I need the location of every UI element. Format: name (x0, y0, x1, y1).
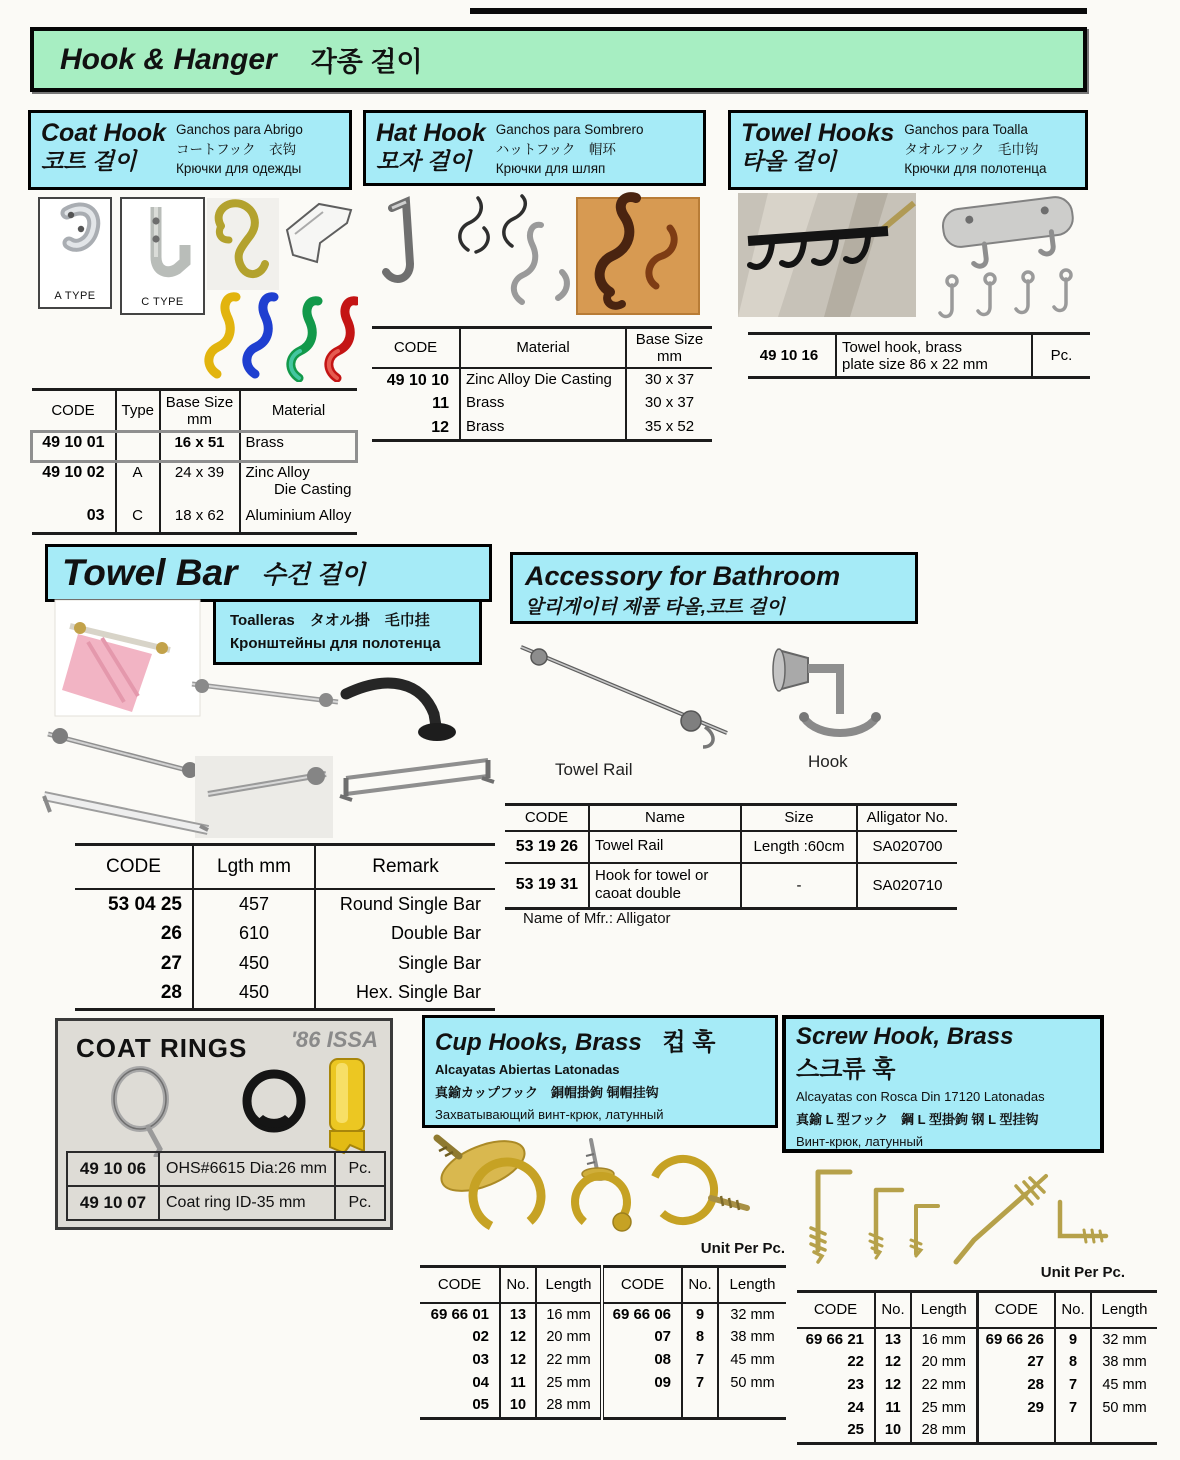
cell-description: OHS#6615 Dia:26 mm (159, 1152, 335, 1186)
cup-hooks-table (420, 1265, 786, 1420)
scan-edge-artifact (470, 8, 1087, 14)
col-name: Name (589, 805, 741, 831)
col-code: CODE (372, 328, 460, 368)
description-line2: plate size 86 x 22 mm (842, 355, 988, 373)
table-row (797, 1328, 1157, 1352)
material-line2: Die Casting (273, 481, 352, 498)
chrome-bar-small-image (192, 679, 338, 707)
hat-hook-header (363, 110, 706, 186)
page-title-en: Hook & Hanger (60, 42, 277, 76)
cell-no: 10 (875, 1419, 911, 1443)
black-grab-bar-image (346, 683, 456, 741)
table-row (75, 978, 495, 1009)
cell-length: 610 (193, 919, 315, 949)
cell-alligator-no: SA020700 (857, 831, 957, 863)
cell-no: 12 (500, 1326, 536, 1349)
col-no-2: No. (1055, 1292, 1091, 1328)
col-length: Length (911, 1292, 977, 1328)
cell-length: 28 mm (536, 1394, 602, 1418)
table-row (505, 863, 957, 909)
cell-code: 49 10 06 (67, 1152, 159, 1186)
coat-hook-a-type-photo (38, 197, 112, 309)
cell-name: Towel Rail (589, 831, 741, 863)
table-row (420, 1349, 786, 1372)
cell-code: 26 (160, 923, 182, 945)
col-material: Material (460, 328, 626, 368)
screw-hook-medium-image (870, 1190, 902, 1258)
cup-hooks-title-kr: 컵 훅 (662, 1029, 716, 1056)
coat-hook-title-kr: 코트 걸이 (41, 147, 137, 174)
cell-code: 04 (472, 1373, 489, 1391)
cell-code: 49 10 02 (42, 464, 105, 481)
coat-ring-yellow-image (330, 1059, 364, 1153)
towel-rail-image (505, 635, 745, 760)
cell-code: 27 (160, 952, 182, 974)
cell-empty (718, 1394, 786, 1418)
cell-code: 12 (431, 418, 449, 436)
cell-name: Hook for towel or caoat double (589, 863, 741, 909)
cell-no: 11 (875, 1397, 911, 1420)
cell-code: 02 (472, 1328, 489, 1346)
coat-hook-table-header-row (32, 390, 357, 432)
cell-no: 11 (500, 1372, 536, 1395)
coat-hook-titles (41, 119, 166, 183)
towel-bar-sub-es-jp-cn: Toalleras タオル掛 毛巾挂 (230, 612, 430, 629)
page-title-kr: 각종 걸이 (310, 47, 423, 77)
cell-length: 50 mm (718, 1372, 786, 1395)
cell-size: 30 x 37 (626, 368, 712, 393)
screw-hook-title-kr: 스크류 훅 (796, 1056, 896, 1083)
cell-code: 03 (472, 1350, 489, 1368)
col-base-size-l2: mm (187, 410, 212, 428)
towel-hooks-images (738, 193, 1090, 325)
screw-hook-horizontal-image (1060, 1202, 1106, 1242)
table-row (75, 949, 495, 979)
col-no-2: No. (682, 1267, 718, 1303)
cell-empty (1055, 1419, 1091, 1443)
cell-no: 13 (875, 1328, 911, 1352)
screw-hook-sub-ru: Винт-крюк, латунный (796, 1134, 924, 1149)
hat-hook-title-kr: 모자 걸이 (376, 147, 472, 174)
cell-empty (602, 1394, 682, 1418)
cup-hooks-unit-note: Unit Per Pc. (700, 1240, 785, 1257)
cell-no: 10 (500, 1394, 536, 1418)
chrome-bar-long-image (48, 728, 202, 778)
table-row (32, 506, 357, 534)
towel-hooks-titles (741, 119, 894, 183)
cell-size: - (741, 863, 857, 909)
cell-code: 27 (977, 1351, 1055, 1374)
cup-hooks-sub-jp-cn: 真鍮カップフック 銅帽掛鉤 铜帽挂钩 (435, 1084, 659, 1100)
bathroom-hook-image (768, 638, 898, 750)
cell-size: 30 x 37 (626, 392, 712, 416)
bar-bracket-photo (195, 756, 333, 838)
cell-type (116, 432, 160, 462)
screw-hooks-image (788, 1158, 1110, 1276)
table-row (505, 831, 957, 863)
col-remark: Remark (315, 845, 495, 889)
cell-length: 450 (193, 978, 315, 1009)
colored-hooks-image (209, 297, 356, 378)
cell-remark: Single Bar (315, 949, 495, 979)
white-bar-image (44, 796, 208, 830)
cell-code: 07 (602, 1326, 682, 1349)
cup-hooks-table-header-row (420, 1267, 786, 1303)
cell-code: 03 (86, 506, 105, 524)
table-row (797, 1397, 1157, 1420)
cell-code: 28 (160, 982, 182, 1004)
col-size: Size (741, 805, 857, 831)
coat-hook-c-type-photo (120, 197, 205, 315)
cup-hooks-image (425, 1132, 755, 1244)
cup-hooks-title-en: Cup Hooks, Brass (435, 1029, 642, 1056)
cell-code: 53 19 31 (505, 863, 589, 909)
cell-length: 25 mm (536, 1372, 602, 1395)
cell-code: 08 (602, 1349, 682, 1372)
cell-empty (1091, 1419, 1157, 1443)
cell-length: 38 mm (718, 1326, 786, 1349)
screw-hook-table-header-row (797, 1292, 1157, 1328)
col-code: CODE (505, 805, 589, 831)
screw-hook-table (797, 1290, 1157, 1445)
coat-rings-box (55, 1018, 393, 1230)
cell-description: Coat ring ID-35 mm (159, 1186, 335, 1220)
cell-length: 45 mm (718, 1349, 786, 1372)
cell-length: 50 mm (1091, 1397, 1157, 1420)
cell-material: Zinc Alloy Die Casting (460, 368, 626, 393)
table-row (797, 1374, 1157, 1397)
cell-no: 7 (682, 1349, 718, 1372)
page-title (30, 27, 1087, 92)
coat-hook-sub-ru: Крючки для одежды (176, 161, 302, 177)
table-row (67, 1186, 385, 1220)
cell-remark: Hex. Single Bar (315, 978, 495, 1009)
table-row (75, 919, 495, 949)
towel-hooks-sub-es: Ganchos para Toalla (904, 122, 1028, 137)
description-line1: Towel hook, brass (842, 338, 963, 356)
cup-hook-ball-image (564, 1140, 637, 1239)
col-length: Lgth mm (193, 845, 315, 889)
coat-rings-table (66, 1151, 386, 1221)
towel-rail-label: Towel Rail (555, 760, 633, 779)
towel-hooks-subtitles (894, 119, 1077, 183)
col-alligator-no: Alligator No. (857, 805, 957, 831)
cell-code: 49 10 07 (67, 1186, 159, 1220)
coat-hook-table (30, 388, 358, 535)
coat-hook-title-en: Coat Hook (41, 119, 166, 147)
cell-code: 69 66 26 (977, 1328, 1055, 1352)
col-code: CODE (32, 390, 116, 432)
table-row (372, 392, 712, 416)
towel-hooks-header (728, 110, 1088, 190)
table-row (797, 1351, 1157, 1374)
col-code: CODE (420, 1267, 500, 1303)
col-length-2: Length (718, 1267, 786, 1303)
bathroom-header (510, 552, 918, 624)
coat-ring-black-image (247, 1074, 301, 1128)
hat-hook-wire-image (460, 196, 525, 252)
table-row (420, 1303, 786, 1327)
cell-no: 12 (875, 1351, 911, 1374)
cell-code: 23 (847, 1375, 864, 1393)
col-no: No. (500, 1267, 536, 1303)
screw-hook-large-image (811, 1172, 850, 1262)
cell-code: 49 10 01 (32, 432, 116, 462)
table-row (420, 1394, 786, 1418)
cell-no: 13 (500, 1303, 536, 1327)
col-base-size-l1: Base Size (635, 330, 704, 348)
cell-code: 69 66 21 (805, 1330, 864, 1348)
hat-hook-sub-jp-cn: ハットフック 帽环 (495, 141, 616, 157)
cell-unit: Pc. (335, 1186, 385, 1220)
col-code-2: CODE (977, 1292, 1055, 1328)
cell-length: 32 mm (1091, 1328, 1157, 1352)
cell-no: 7 (682, 1372, 718, 1395)
double-bar-rack-image (340, 760, 494, 800)
hat-hook-photo-bg (577, 198, 699, 314)
cup-hooks-sub-ru: Захватывающий винт-крюк, латунный (435, 1107, 664, 1122)
towel-bar-images (40, 598, 495, 841)
cell-length: 45 mm (1091, 1374, 1157, 1397)
cell-size: 16 x 51 (160, 432, 240, 462)
table-row (748, 334, 1090, 378)
table-row (420, 1372, 786, 1395)
cup-hooks-header (422, 1015, 778, 1128)
cell-code: 49 10 16 (759, 347, 819, 364)
cell-length: 20 mm (911, 1351, 977, 1374)
cell-no: 9 (682, 1303, 718, 1327)
cell-length: 20 mm (536, 1326, 602, 1349)
towel-hooks-title-kr: 타올 걸이 (741, 147, 837, 174)
cell-no: 7 (1055, 1397, 1091, 1420)
cell-length: 32 mm (718, 1303, 786, 1327)
screw-hook-sub-jp-cn: 真鍮 L 型フック 鋼 L 型掛鉤 钢 L 型挂钩 (796, 1111, 1039, 1127)
hat-hook-sub-es: Ganchos para Sombrero (495, 122, 644, 137)
towel-hooks-sub-ru: Крючки для полотенца (904, 161, 1047, 177)
cell-material: Brass (460, 392, 626, 416)
screw-hook-title-en: Screw Hook, Brass (796, 1023, 1014, 1050)
bathroom-table (505, 803, 957, 910)
cell-remark: Double Bar (315, 919, 495, 949)
table-row (420, 1326, 786, 1349)
coat-hook-subtitles (166, 119, 341, 183)
cell-unit: Pc. (335, 1152, 385, 1186)
cell-length: 25 mm (911, 1397, 977, 1420)
cup-hooks-sub-es: Alcayatas Abiertas Latonadas (435, 1062, 620, 1077)
towel-hook-rack-photo (738, 193, 916, 317)
coat-hook-header (28, 110, 352, 190)
table-row (75, 889, 495, 920)
screw-hook-unit-note: Unit Per Pc. (1040, 1264, 1125, 1281)
cell-type: C (116, 506, 160, 534)
cell-material: Brass (240, 432, 357, 462)
cell-length: 22 mm (911, 1374, 977, 1397)
cell-material: Brass (460, 416, 626, 441)
cell-no: 12 (875, 1374, 911, 1397)
col-code-2: CODE (602, 1267, 682, 1303)
cup-hook-screw-image (642, 1149, 747, 1231)
cell-code: 11 (432, 395, 449, 413)
cell-empty (682, 1394, 718, 1418)
col-type: Type (116, 390, 160, 432)
col-base-size (160, 390, 240, 432)
table-row-highlighted (32, 432, 357, 462)
towel-hooks-sub-jp-cn: タオルフック 毛巾钩 (904, 141, 1039, 157)
col-length-2: Length (1091, 1292, 1157, 1328)
cell-length: 28 mm (911, 1419, 977, 1443)
hat-hook-title-en: Hat Hook (376, 119, 486, 147)
col-material: Material (240, 390, 357, 432)
cell-unit: Pc. (1032, 334, 1090, 378)
cell-length: 16 mm (911, 1328, 977, 1352)
cell-size: 18 x 62 (160, 506, 240, 534)
cell-code: 09 (602, 1372, 682, 1395)
towel-bar-table-header-row (75, 845, 495, 889)
hat-hooks-image (372, 190, 707, 322)
col-no: No. (875, 1292, 911, 1328)
table-row (797, 1419, 1157, 1443)
cell-code: 29 (977, 1397, 1055, 1420)
table-row (372, 368, 712, 393)
material-line1: Zinc Alloy (245, 464, 310, 481)
cell-length: 16 mm (536, 1303, 602, 1327)
cell-no: 12 (500, 1349, 536, 1372)
cell-empty (977, 1419, 1055, 1443)
cell-length: 450 (193, 949, 315, 979)
cell-no: 8 (682, 1326, 718, 1349)
cell-code: 53 04 25 (108, 893, 182, 915)
cell-no: 8 (1055, 1351, 1091, 1374)
coat-ring-sketch-image (114, 1069, 166, 1156)
a-type-label: A TYPE (54, 290, 96, 302)
bathroom-hook-label: Hook (808, 752, 848, 771)
cell-code: 05 (472, 1396, 489, 1414)
towel-hooks-title-en: Towel Hooks (741, 119, 895, 147)
towel-bar-sub-ru: Кронштейны для полотенца (230, 634, 441, 652)
issa-edition-label: '86 ISSA (290, 1027, 378, 1052)
hat-hook-subtitles (486, 119, 695, 179)
towel-photo (55, 600, 200, 716)
cell-type: A (116, 462, 160, 506)
screw-hook-diagonal-image (956, 1176, 1046, 1262)
screw-hook-header (782, 1015, 1104, 1153)
table-row (32, 462, 357, 506)
cell-length: 38 mm (1091, 1351, 1157, 1374)
cell-code: 24 (847, 1398, 864, 1416)
coat-hook-variants-image (203, 196, 358, 382)
cell-code: 49 10 10 (386, 371, 449, 389)
cell-alligator-no: SA020710 (857, 863, 957, 909)
col-code: CODE (797, 1292, 875, 1328)
towel-bar-header (45, 544, 492, 602)
hat-hook-table (372, 326, 712, 442)
towel-hooks-table (748, 332, 1090, 379)
col-length: Length (536, 1267, 602, 1303)
coat-hook-sub-es: Ganchos para Abrigo (176, 122, 303, 137)
cell-size: 24 x 39 (160, 462, 240, 506)
table-row (372, 416, 712, 441)
cell-material (240, 462, 357, 506)
manufacturer-note: Name of Mfr.: Alligator (523, 910, 671, 927)
coat-hook-a-image (41, 199, 109, 283)
bathroom-table-header-row (505, 805, 957, 831)
c-type-label: C TYPE (141, 296, 184, 308)
cell-code: 69 66 01 (430, 1305, 489, 1323)
cell-code: 25 (847, 1421, 864, 1439)
table-row (67, 1152, 385, 1186)
hat-hook-titles (376, 119, 486, 179)
cell-no: 9 (1055, 1328, 1091, 1352)
hat-hook-chrome-image (514, 225, 567, 302)
cell-size: Length :60cm (741, 831, 857, 863)
cell-length: 457 (193, 889, 315, 920)
towel-hook-plate-image (940, 195, 1077, 316)
cell-description (836, 334, 1032, 378)
cell-no: 7 (1055, 1374, 1091, 1397)
col-base-size-l2: mm (657, 347, 682, 365)
cell-code: 69 66 06 (602, 1303, 682, 1327)
hat-hook-bracket-image (386, 202, 410, 279)
bathroom-title-en: Accessory for Bathroom (525, 561, 841, 591)
col-base-size-l1: Base Size (165, 393, 234, 411)
cell-code: 22 (847, 1353, 864, 1371)
screw-hook-sub-es: Alcayatas con Rosca Din 17120 Latonadas (796, 1089, 1045, 1104)
cell-code: 28 (977, 1374, 1055, 1397)
col-base-size (626, 328, 712, 368)
bathroom-title-kr: 알리게이터 제품 타올,코트 걸이 (525, 597, 785, 619)
cell-material: Aluminium Alloy (240, 506, 357, 534)
cell-length: 22 mm (536, 1349, 602, 1372)
coat-rings-title: COAT RINGS (76, 1033, 248, 1063)
coat-hook-sub-jp-cn: コートフック 衣钩 (176, 141, 297, 157)
towel-bar-title-kr: 수건 걸이 (261, 561, 365, 589)
towel-bar-title-en: Towel Bar (62, 552, 238, 593)
hat-hook-table-header-row (372, 328, 712, 368)
coat-rings-images (78, 1057, 378, 1157)
cup-hook-washer-image (435, 1132, 553, 1242)
col-code: CODE (75, 845, 193, 889)
cell-code: 53 19 26 (505, 831, 589, 863)
coat-hook-c-image (123, 199, 202, 289)
hat-hook-sub-ru: Крючки для шляп (495, 161, 606, 177)
cell-size: 35 x 52 (626, 416, 712, 441)
towel-bar-table (75, 843, 495, 1011)
cell-remark: Round Single Bar (315, 889, 495, 920)
cup-hooks-title (435, 1022, 765, 1057)
screw-hook-small-image (911, 1206, 938, 1256)
